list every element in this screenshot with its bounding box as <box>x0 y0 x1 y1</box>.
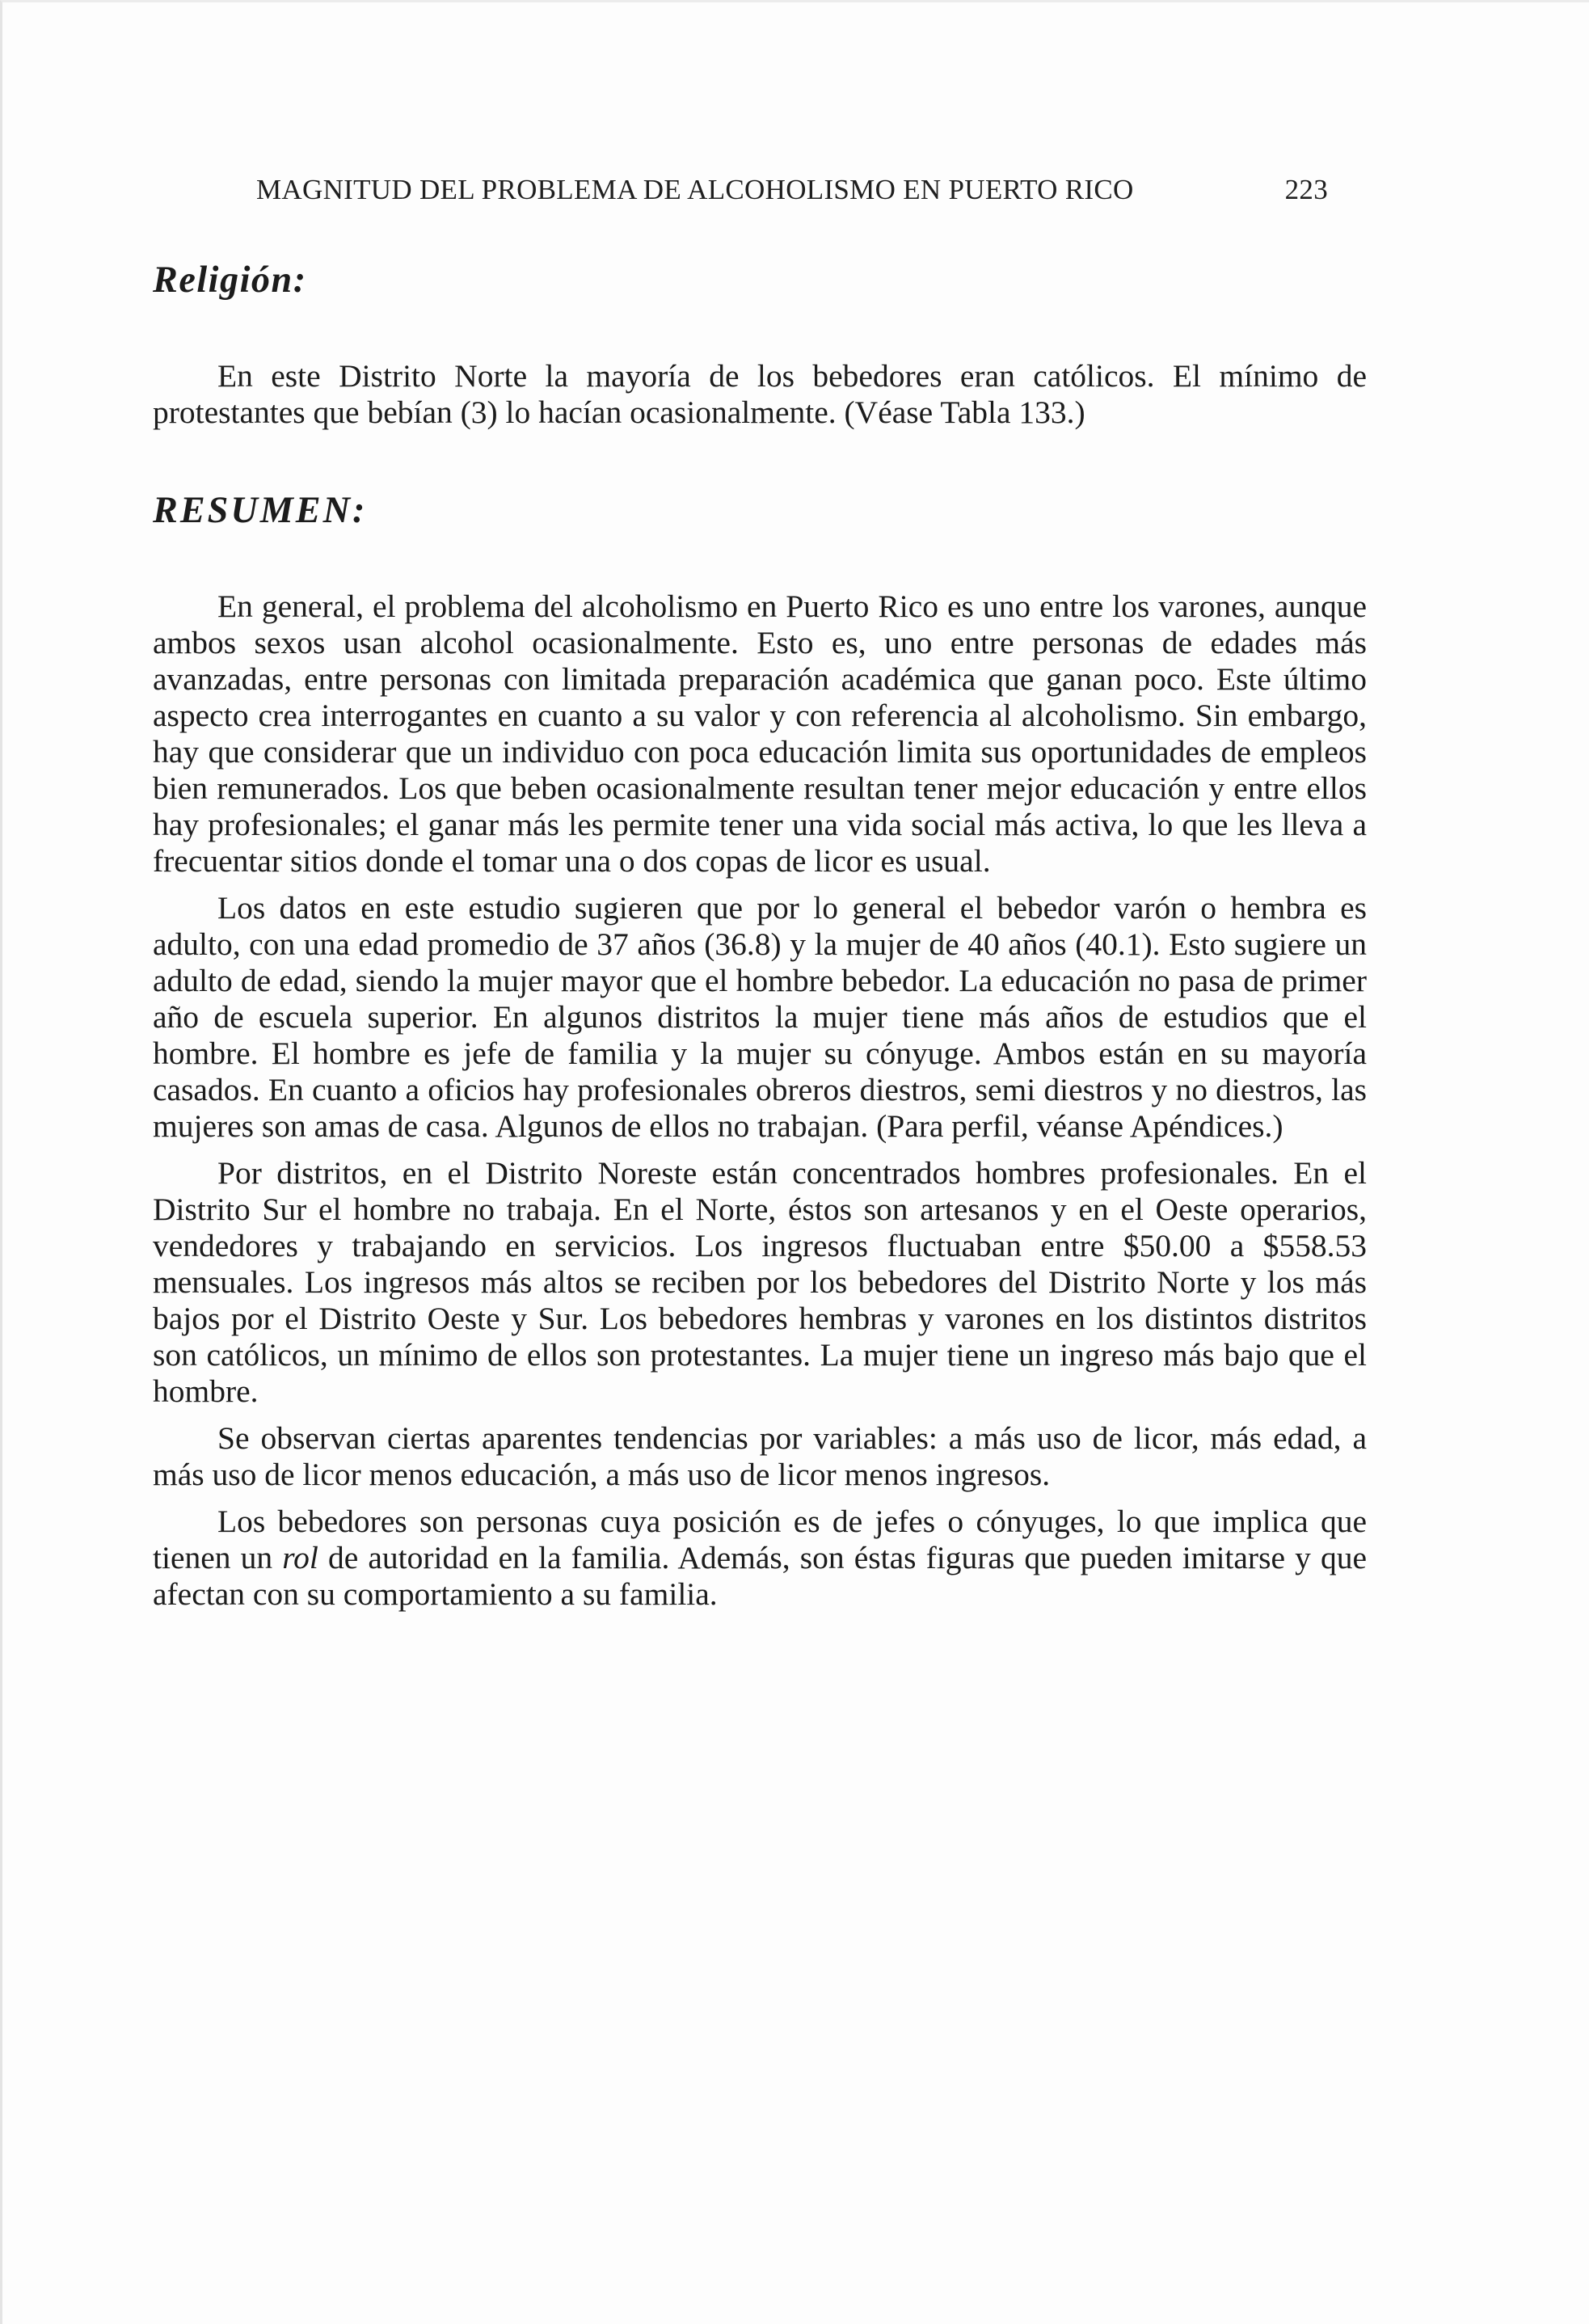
page-body <box>153 261 1367 1613</box>
paragraph-resumen-5-end: de autoridad en la familia. Además, son éstas figuras que pueden imitarse y que afectan con su comportamiento a su familia. <box>153 1540 1367 1612</box>
paragraph-religion: En este Distrito Norte la mayoría de los bebedores eran católicos. El mínimo de protestantes que bebían (3) lo hacían ocasionalmente. (Véase Tabla 133.) <box>153 358 1367 430</box>
page-number: 223 <box>1284 174 1328 205</box>
paragraph-resumen-2: Los datos en este estudio sugieren que por lo general el bebedor varón o hembra es adulto, con una edad promedio de 37 años (36.8) y la mujer de 40 años (40.1). Esto sugiere un adulto de edad, siendo la mujer mayor que el hombre bebedor. La educación no pasa de primer año de escuela superior. En algunos distritos la mujer tiene más años de estudios que el hombre. El hombre es jefe de familia y la mujer su cónyuge. Ambos están en su mayoría casados. En cuanto a oficios hay profesionales obreros diestros, semi diestros y no diestros, las mujeres son amas de casa. Algunos de ellos no trabajan. (Para perfil, véanse Apéndices.) <box>153 890 1367 1144</box>
paragraph-resumen-5 <box>153 1504 1367 1613</box>
paragraph-resumen-3: Por distritos, en el Distrito Noreste están concentrados hombres profesionales. En el Distrito Sur el hombre no trabaja. En el Norte, éstos son artesanos y en el Oeste operarios, vendedores y trabajando en servicios. Los ingresos fluctuaban entre $50.00 a $558.53 mensuales. Los ingresos más altos se reciben por los bebedores del Distrito Norte y los más bajos por el Distrito Oeste y Sur. Los bebedores hembras y varones en los distintos distritos son católicos, un mínimo de ellos son protestantes. La mujer tiene un ingreso más bajo que el hombre. <box>153 1155 1367 1409</box>
running-header <box>256 174 1328 214</box>
section-heading-resumen: RESUMEN: <box>153 489 368 530</box>
section-heading-religion: Religión: <box>153 259 307 300</box>
paragraph-resumen-4: Se observan ciertas aparentes tendencias por variables: a más uso de licor, más edad, a más uso de licor menos educación, a más uso de licor menos ingresos. <box>153 1420 1367 1492</box>
running-title: MAGNITUD DEL PROBLEMA DE ALCOHOLISMO EN PUERTO RICO <box>256 174 1134 205</box>
emphasized-word: rol <box>282 1540 318 1575</box>
paragraph-resumen-5-start: Los bebedores son personas cuya posición es de jefes o cónyuges, lo que implica que tienen un <box>153 1504 1367 1575</box>
paragraph-resumen-1: En general, el problema del alcoholismo en Puerto Rico es uno entre los varones, aunque ambos sexos usan alcohol ocasionalmente. Esto es, uno entre personas de edades más avanzadas, entre personas con limitada preparación académica que ganan poco. Este último aspecto crea interrogantes en cuanto a su valor y con referencia al alcoholismo. Sin embargo, hay que considerar que un individuo con poca educación limita sus oportunidades de empleos bien remunerados. Los que beben ocasionalmente resultan tener mejor educación y entre ellos hay profesionales; el ganar más les permite tener una vida social más activa, lo que les lleva a frecuentar sitios donde el tomar una o dos copas de licor es usual. <box>153 588 1367 879</box>
